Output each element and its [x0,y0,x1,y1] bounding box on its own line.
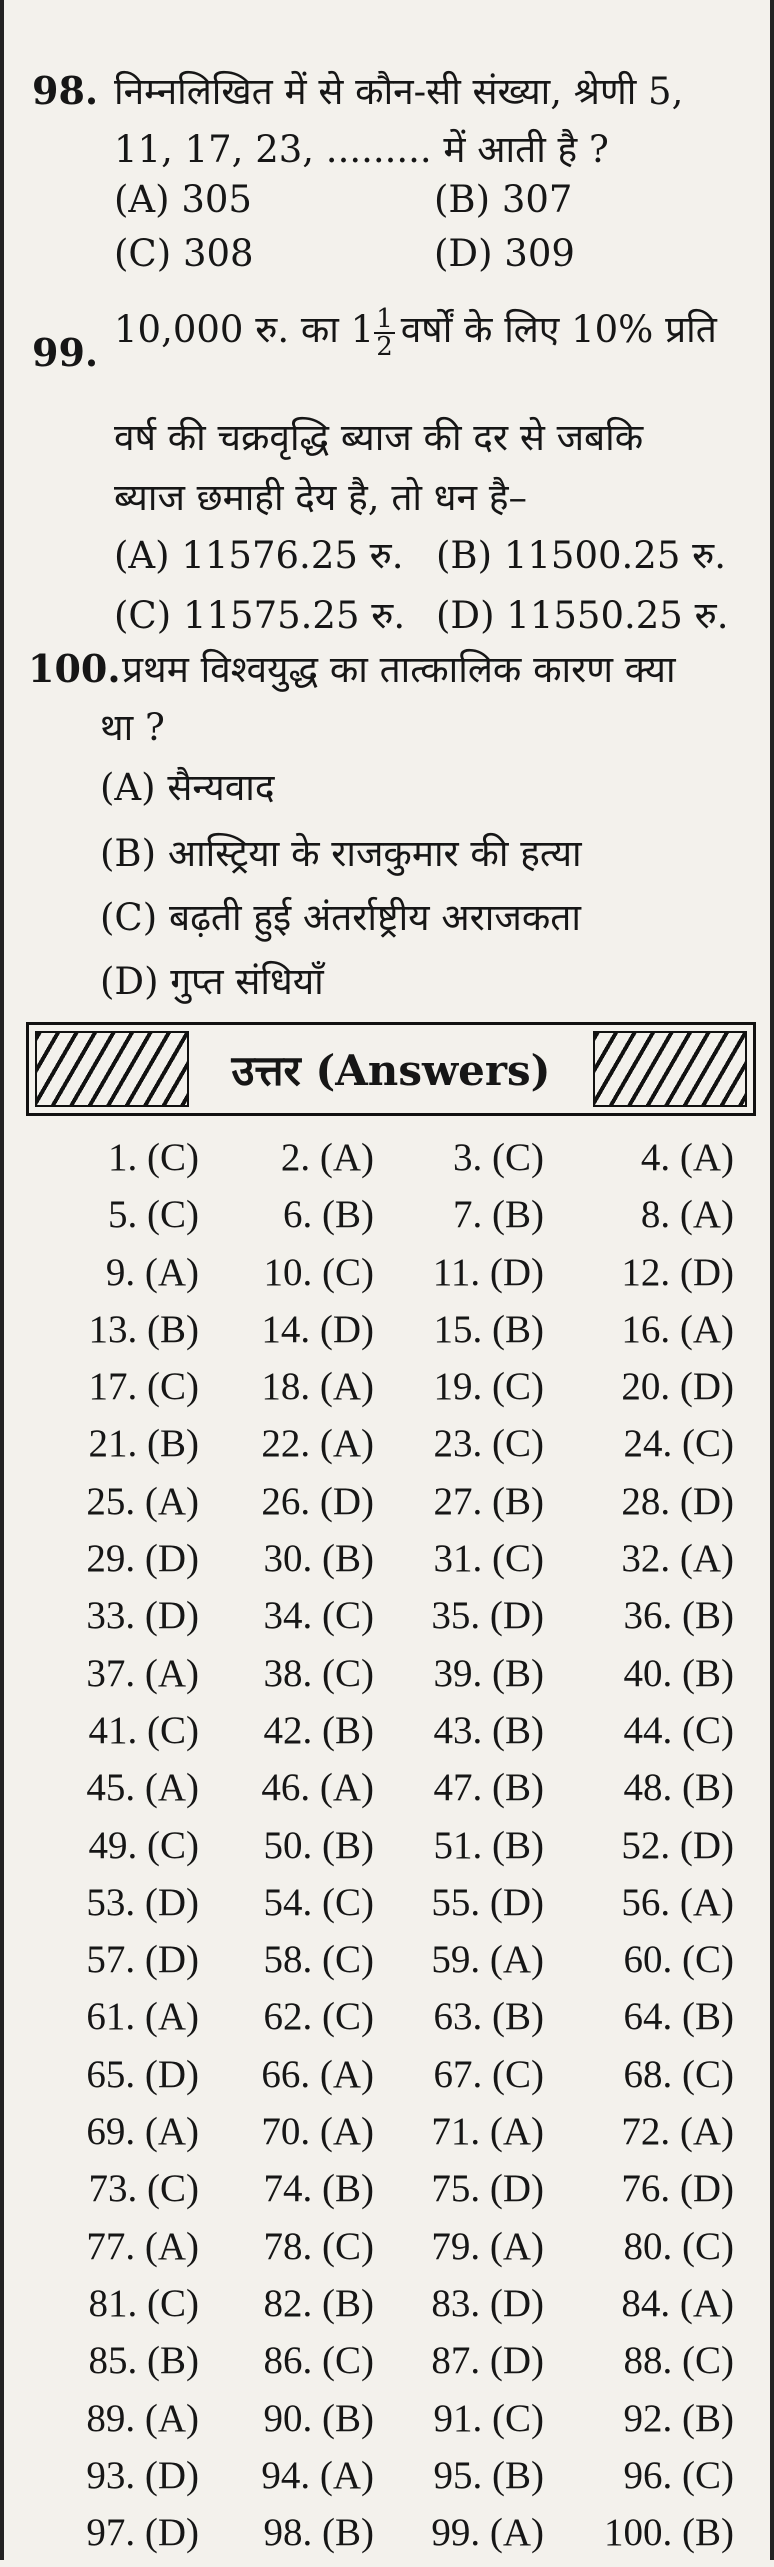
answer-cell: 8. (A) [640,1193,734,1237]
answer-cell: 67. (C) [433,2052,544,2096]
answer-cell: 100. (B) [604,2511,734,2555]
answer-cell: 59. (A) [431,1938,544,1982]
answer-cell: 72. (A) [621,2110,734,2154]
answer-cell: 81. (C) [88,2281,199,2325]
answer-cell: 98. (B) [263,2511,374,2555]
answer-cell: 12. (D) [621,1250,734,1294]
answer-cell: 47. (B) [433,1766,544,1810]
answer-cell: 65. (D) [86,2052,199,2096]
answer-cell: 32. (A) [621,1537,734,1581]
answer-cell: 73. (C) [88,2167,199,2211]
answer-cell: 77. (A) [86,2224,199,2268]
answer-cell: 28. (D) [621,1479,734,1523]
answer-cell: 21. (B) [88,1422,199,1466]
question-text-line: ब्याज छमाही देय है, तो धन है– [114,476,527,519]
answer-cell: 42. (B) [263,1708,374,1752]
answer-cell: 83. (D) [431,2281,544,2325]
answer-cell: 4. (A) [640,1136,734,1179]
answer-cell: 49. (C) [88,1823,199,1867]
answer-cell: 38. (C) [263,1651,374,1695]
answer-cell: 27. (B) [433,1479,544,1523]
option-a: (A) सैन्यवाद [100,766,275,809]
answer-cell: 41. (C) [88,1708,199,1752]
answer-cell: 2. (A) [280,1136,374,1179]
answer-cell: 14. (D) [261,1307,374,1351]
answer-cell: 1. (C) [108,1136,199,1179]
answer-cell: 31. (C) [433,1537,544,1581]
answer-cell: 94. (A) [261,2453,374,2497]
answer-cell: 18. (A) [261,1365,374,1409]
answer-cell: 15. (B) [433,1307,544,1351]
answer-cell: 10. (C) [263,1250,374,1294]
answer-cell: 63. (B) [433,1995,544,2039]
answer-cell: 48. (B) [623,1766,734,1810]
option-c: (C) बढ़ती हुई अंतर्राष्ट्रीय अराजकता [100,896,581,939]
answers-title: उत्तर (Answers) [231,1045,551,1095]
question-text-line: वर्ष की चक्रवृद्धि ब्याज की दर से जबकि [114,416,644,459]
answer-cell: 88. (C) [623,2339,734,2383]
answer-cell: 35. (D) [431,1594,544,1638]
hatch-decoration-right [593,1031,747,1107]
answer-cell: 50. (B) [263,1823,374,1867]
answer-cell: 57. (D) [86,1938,199,1982]
answer-cell: 56. (A) [621,1880,734,1924]
option-d: (D) गुप्त संधियाँ [100,960,324,1003]
option-c: (C) 308 [114,232,254,275]
answer-cell: 17. (C) [88,1365,199,1409]
answer-cell: 86. (C) [263,2339,374,2383]
answer-cell: 93. (D) [86,2453,199,2497]
answer-cell: 75. (D) [431,2167,544,2211]
answer-cell: 13. (B) [88,1307,199,1351]
option-a: (A) 11576.25 रु. [114,534,404,577]
option-b: (B) आस्ट्रिया के राजकुमार की हत्या [100,832,582,875]
answer-cell: 79. (A) [431,2224,544,2268]
answer-cell: 5. (C) [108,1193,199,1237]
answer-cell: 55. (D) [431,1880,544,1924]
answer-cell: 45. (A) [86,1766,199,1810]
question-text-line [114,302,717,360]
answer-cell: 68. (C) [623,2052,734,2096]
answer-cell: 54. (C) [263,1880,374,1924]
answer-cell: 61. (A) [86,1995,199,2039]
answer-cell: 51. (B) [433,1823,544,1867]
question-text-fragment: वर्षों के लिए 10% प्रति [400,308,717,351]
hatch-decoration-left [35,1031,189,1107]
answer-cell: 90. (B) [263,2396,374,2440]
question-text-line: निम्नलिखित में से कौन-सी संख्या, श्रेणी 5, [114,70,684,113]
question-text-line: प्रथम विश्वयुद्ध का तात्कालिक कारण क्या [122,648,676,691]
answer-cell: 70. (A) [261,2110,374,2154]
answer-cell: 52. (D) [621,1823,734,1867]
answer-cell: 30. (B) [263,1537,374,1581]
question-number: 100. [28,646,121,691]
option-d: (D) 11550.25 रु. [436,594,729,637]
answer-cell: 66. (A) [261,2052,374,2096]
answer-cell: 40. (B) [623,1651,734,1695]
question-text-line: था ? [100,706,165,749]
answer-cell: 29. (D) [86,1537,199,1581]
option-c: (C) 11575.25 रु. [114,594,406,637]
answer-cell: 99. (A) [431,2511,544,2555]
answer-cell: 69. (A) [86,2110,199,2154]
answer-cell: 84. (A) [621,2281,734,2325]
answer-cell: 9. (A) [105,1250,199,1294]
answer-cell: 87. (D) [431,2339,544,2383]
answer-cell: 80. (C) [623,2224,734,2268]
answers-grid [44,1135,744,2567]
answer-cell: 37. (A) [86,1651,199,1695]
answer-cell: 95. (B) [433,2453,544,2497]
answer-cell: 71. (A) [431,2110,544,2154]
answer-cell: 91. (C) [433,2396,544,2440]
option-a: (A) 305 [114,178,252,221]
answer-cell: 82. (B) [263,2281,374,2325]
answer-cell: 46. (A) [261,1766,374,1810]
option-b: (B) 11500.25 रु. [436,534,727,577]
answer-cell: 97. (D) [86,2511,199,2555]
answer-cell: 7. (B) [453,1193,544,1237]
answer-cell: 23. (C) [433,1422,544,1466]
answer-cell: 20. (D) [621,1365,734,1409]
answer-cell: 24. (C) [623,1422,734,1466]
answer-cell: 19. (C) [433,1365,544,1409]
option-b: (B) 307 [434,178,573,221]
answer-cell: 39. (B) [433,1651,544,1695]
answer-cell: 62. (C) [263,1995,374,2039]
question-number: 98. [32,68,99,113]
question-text-line: 11, 17, 23, ......... में आती है ? [114,128,609,171]
answer-cell: 58. (C) [263,1938,374,1982]
answer-cell: 26. (D) [261,1479,374,1523]
answer-cell: 25. (A) [86,1479,199,1523]
question-text-fragment: 10,000 रु. का 1 [114,308,375,351]
answer-cell: 33. (D) [86,1594,199,1638]
answer-cell: 11. (D) [432,1250,544,1294]
answers-header [26,1022,756,1116]
answer-cell: 89. (A) [86,2396,199,2440]
question-number: 99. [32,330,99,375]
answer-cell: 64. (B) [623,1995,734,2039]
answer-cell: 53. (D) [86,1880,199,1924]
answer-cell: 34. (C) [263,1594,374,1638]
answer-cell: 60. (C) [623,1938,734,1982]
answer-cell: 16. (A) [621,1307,734,1351]
answer-cell: 96. (C) [623,2453,734,2497]
answer-cell: 78. (C) [263,2224,374,2268]
option-d: (D) 309 [434,232,575,275]
answer-cell: 85. (B) [88,2339,199,2383]
answer-cell: 22. (A) [261,1422,374,1466]
fraction-one-half: $\frac{1}{2}$ [376,303,393,362]
answer-cell: 74. (B) [263,2167,374,2211]
answer-cell: 36. (B) [623,1594,734,1638]
answer-cell: 43. (B) [433,1708,544,1752]
answer-cell: 3. (C) [453,1136,544,1179]
answer-cell: 92. (B) [623,2396,734,2440]
answer-cell: 44. (C) [623,1708,734,1752]
answer-cell: 76. (D) [621,2167,734,2211]
answer-cell: 6. (B) [283,1193,374,1237]
